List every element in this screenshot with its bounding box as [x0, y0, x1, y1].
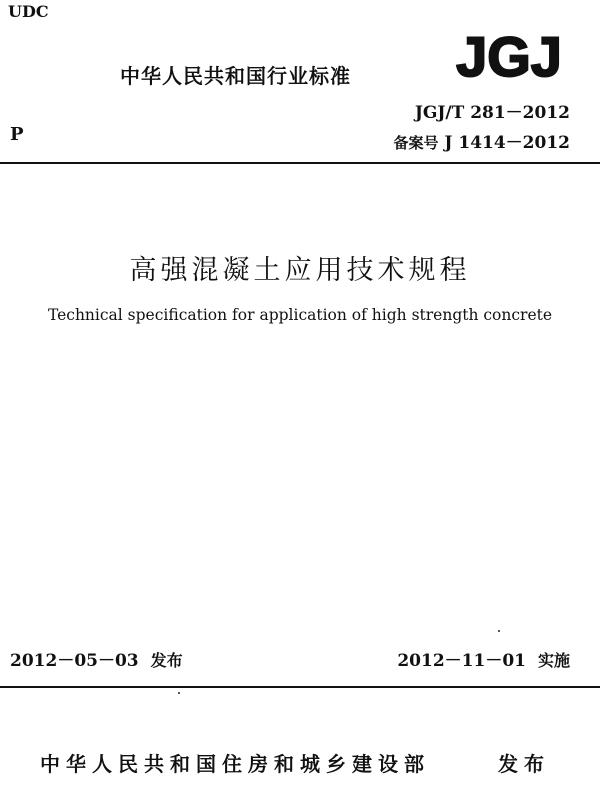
issue-date-line [10, 646, 183, 671]
english-title: Technical specification for application of high strength concrete [47, 306, 553, 324]
issue-label: 发布 [150, 651, 183, 670]
publisher-name: 中华人民共和国住房和城乡建设部 [40, 752, 430, 776]
jgj-logo [446, 26, 572, 84]
record-number: J 1414－2012 [444, 133, 570, 153]
udc-label: UDC [8, 2, 49, 21]
issue-date: 2012－05－03 [10, 651, 139, 671]
category-code: P [10, 124, 24, 145]
jgj-logo-text: JGJ [456, 26, 562, 84]
standard-series-title: 中华人民共和国行业标准 [120, 64, 351, 88]
speck [178, 692, 180, 694]
implement-date: 2012－11－01 [397, 651, 526, 671]
publish-label: 发布 [498, 752, 550, 776]
implement-date-line [397, 646, 570, 671]
top-divider [0, 162, 600, 164]
chinese-title: 高强混凝土应用技术规程 [129, 255, 471, 286]
record-label: 备案号 [393, 134, 439, 152]
bottom-divider [0, 686, 600, 688]
standard-number: JGJ/T 281－2012 [414, 103, 570, 123]
speck [498, 630, 500, 632]
implement-label: 实施 [537, 651, 570, 670]
record-number-line [393, 128, 570, 153]
